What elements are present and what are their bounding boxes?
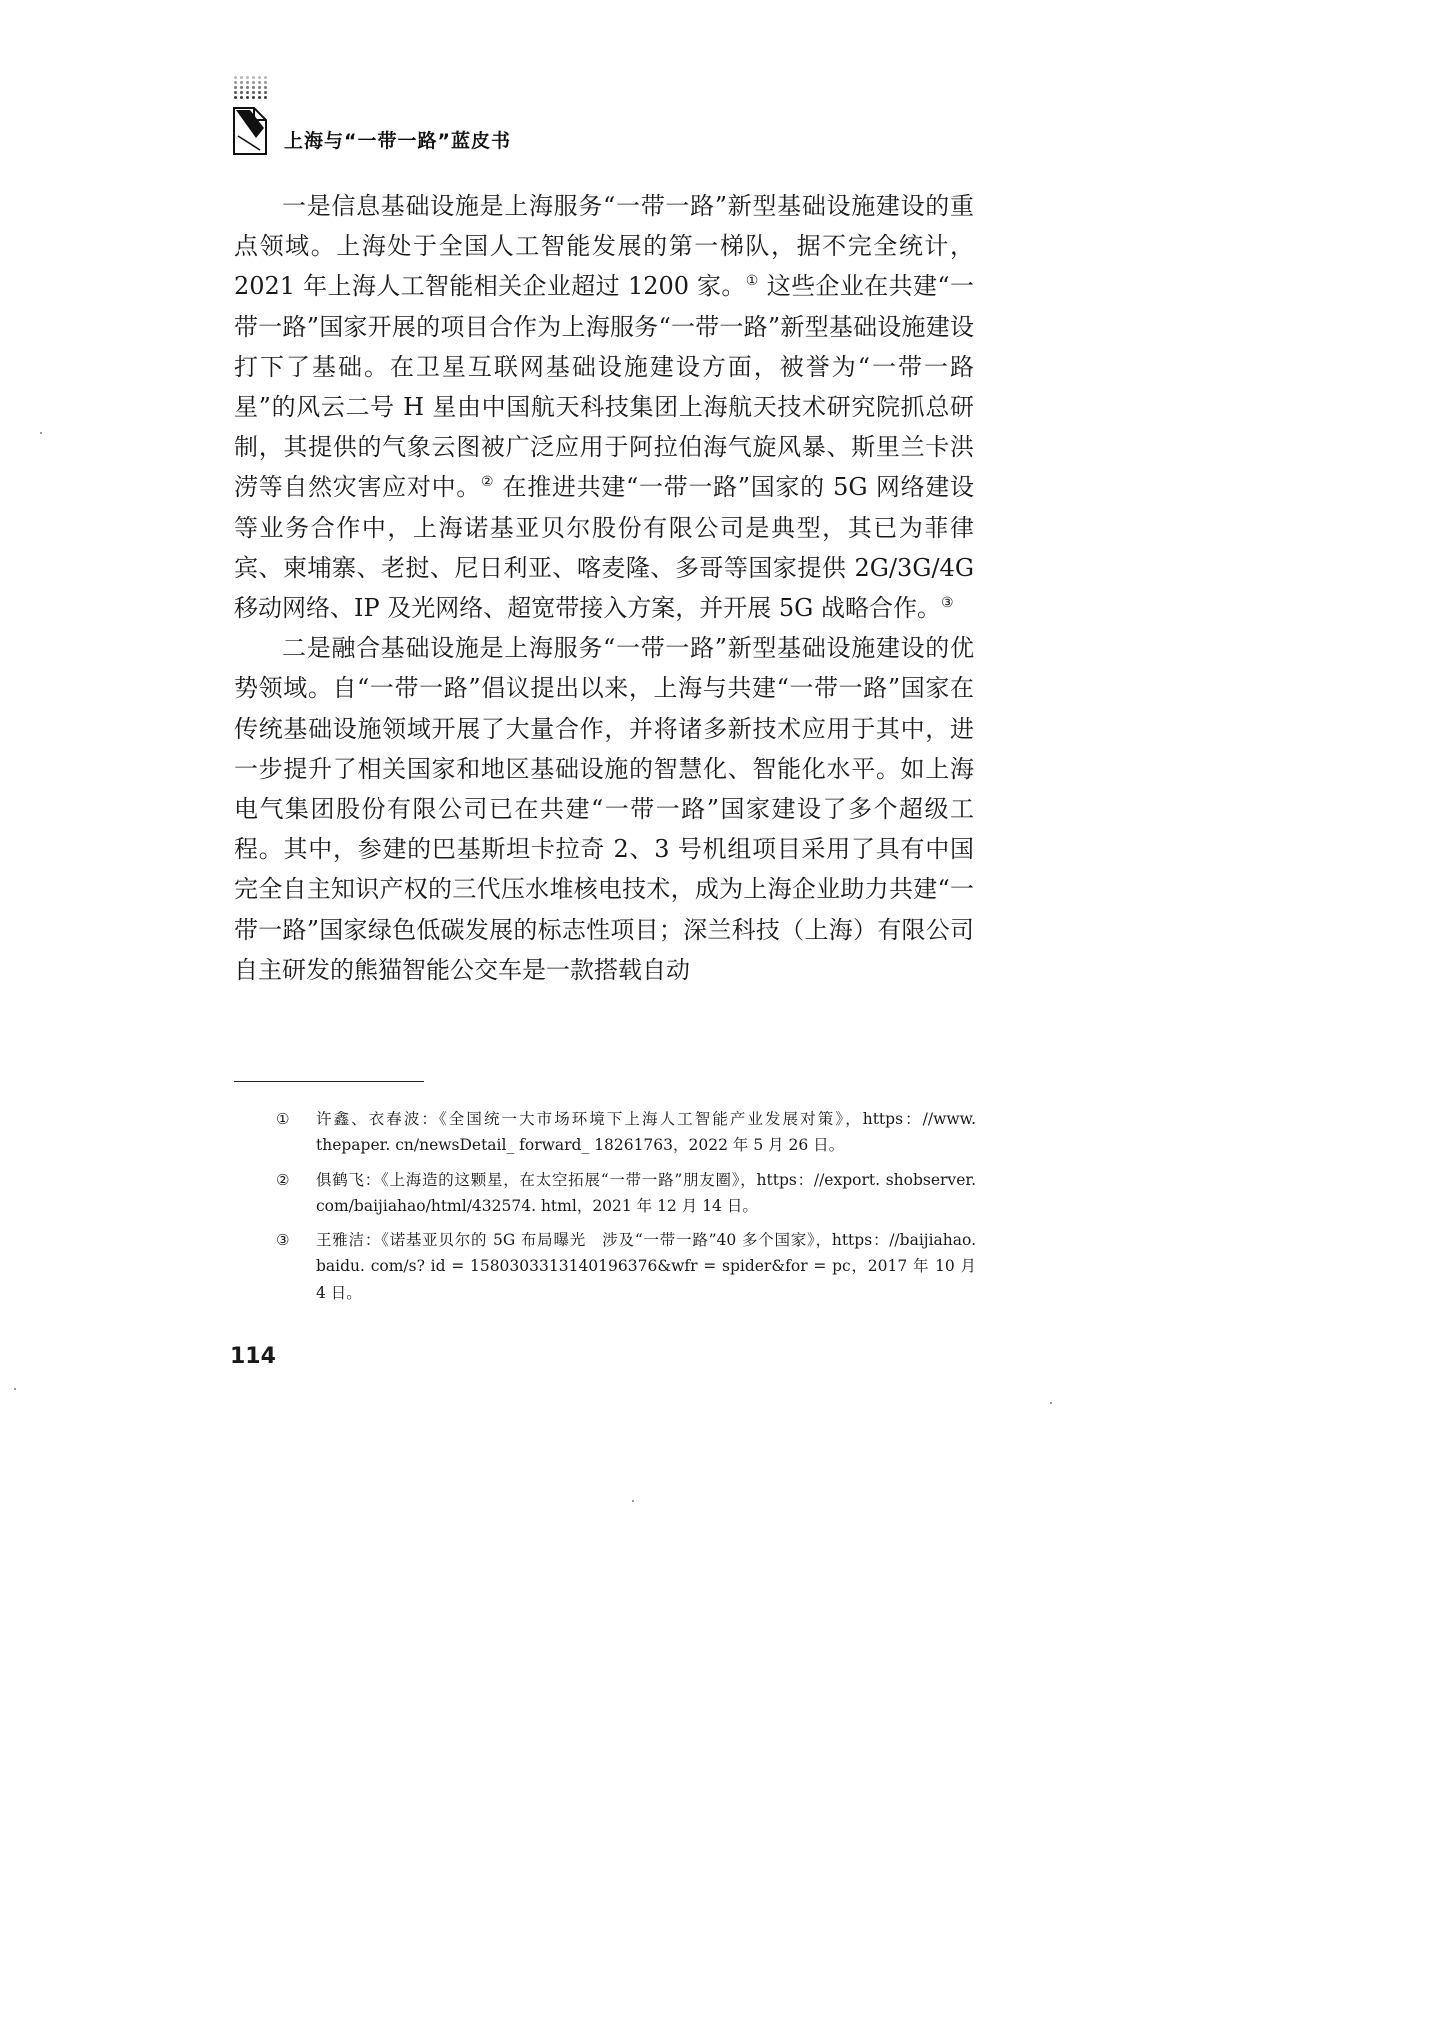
page-number: 114: [230, 1344, 276, 1369]
header-dot: [252, 86, 255, 89]
header-dot: [234, 91, 237, 94]
footnote-reference: ②: [480, 474, 495, 491]
header-dot: [246, 81, 249, 84]
footnote-text: 俱鹤飞：《上海造的这颗星，在太空拓展“一带一路”朋友圈》，https：//export. shobserver. com/baijiahao/html/432574. html，2021 年 12 月 14 日。: [316, 1170, 976, 1215]
header-dot: [258, 91, 261, 94]
header-dot: [252, 81, 255, 84]
header-dot: [258, 96, 261, 99]
header-dot: [258, 76, 261, 79]
scan-speck: [40, 432, 42, 434]
footnote-mark: ③: [276, 1231, 290, 1250]
footnote-reference: ①: [745, 273, 759, 290]
header-dot: [258, 86, 261, 89]
paragraph-text: 二是融合基础设施是上海服务“一带一路”新型基础设施建设的优势领域。自“一带一路”倡议提出以来，上海与共建“一带一路”国家在传统基础设施领域开展了大量合作，并将诸多新技术应用于其中，进一步提升了相关国家和地区基础设施的智慧化、智能化水平。如上海电气集团股份有限公司已在共建“一带一路”国家建设了多个超级工程。其中，参建的巴基斯坦卡拉奇 2、3 号机组项目采用了具有中国完全自主知识产权的三代压水堆核电技术，成为上海企业助力共建“一带一路”国家绿色低碳发展的标志性项目；深兰科技（上海）有限公司自主研发的熊猫智能公交车是一款搭载自动: [234, 634, 974, 984]
header-dot: [234, 96, 237, 99]
footnote-mark: ②: [276, 1170, 290, 1189]
body-text: [234, 186, 974, 990]
running-header: [228, 70, 648, 170]
header-dot: [234, 81, 237, 84]
body-paragraph: [234, 628, 974, 990]
book-corner-icon: [230, 100, 270, 158]
header-dot: [252, 91, 255, 94]
footnote: [276, 1227, 976, 1306]
header-dot: [264, 91, 267, 94]
header-dot: [246, 86, 249, 89]
header-dot: [240, 91, 243, 94]
footnote: [276, 1106, 976, 1159]
footnote-text: 许鑫、衣春波：《全国统一大市场环境下上海人工智能产业发展对策》，https：//www. thepaper. cn/newsDetail_ forward_ 18261763，2022 年 5 月 26 日。: [316, 1110, 976, 1155]
footnote-text: 王雅洁：《诺基亚贝尔的 5G 布局曝光 涉及“一带一路”40 多个国家》，https：//baijiahao. baidu. com/s? id = 1580303313140196376&wfr = spider&for = pc，2017 年 10 月 4 日。: [316, 1231, 976, 1302]
header-dot: [252, 76, 255, 79]
header-dot: [246, 91, 249, 94]
header-dot: [240, 76, 243, 79]
header-dot: [234, 86, 237, 89]
scan-speck: [1050, 1402, 1052, 1404]
header-dot: [264, 81, 267, 84]
footnote: [276, 1167, 976, 1220]
header-dot: [258, 81, 261, 84]
header-dot: [240, 81, 243, 84]
header-dot: [246, 76, 249, 79]
header-dot: [246, 96, 249, 99]
paragraph-text: 在推进共建“一带一路”国家的 5G 网络建设等业务合作中，上海诺基亚贝尔股份有限公司是典型，其已为菲律宾、柬埔寨、老挝、尼日利亚、喀麦隆、多哥等国家提供 2G/3G/4G 移动网络、IP 及光网络、超宽带接入方案，并开展 5G 战略合作。: [234, 473, 974, 623]
book-title: 上海与“一带一路”蓝皮书: [284, 130, 511, 152]
header-dot: [240, 96, 243, 99]
footnote-reference: ③: [940, 595, 954, 612]
header-dot: [234, 76, 237, 79]
body-paragraph: [234, 186, 974, 628]
header-dot: [264, 86, 267, 89]
scan-speck: [632, 1500, 634, 1502]
paragraph-text: 一是信息基础设施是上海服务“一带一路”新型基础设施建设的重点领域。上海处于全国人工智能发展的第一梯队，据不完全统计，2021 年上海人工智能相关企业超过 1200 家。: [234, 192, 974, 301]
header-dot: [264, 76, 267, 79]
header-dot: [240, 86, 243, 89]
header-dot: [252, 96, 255, 99]
paragraph-text: 这些企业在共建“一带一路”国家开展的项目合作为上海服务“一带一路”新型基础设施建设打下了基础。在卫星互联网基础设施建设方面，被誉为“一带一路星”的风云二号 H 星由中国航天科技集团上海航天技术研究院抓总研制，其提供的气象云图被广泛应用于阿拉伯海气旋风暴、斯里兰卡洪涝等自然灾害应对中。: [234, 272, 975, 502]
header-dot: [264, 96, 267, 99]
footnote-mark: ①: [276, 1110, 290, 1128]
footnote-divider: [234, 1081, 424, 1082]
scan-speck: [14, 1388, 16, 1390]
footnotes: [276, 1106, 976, 1314]
